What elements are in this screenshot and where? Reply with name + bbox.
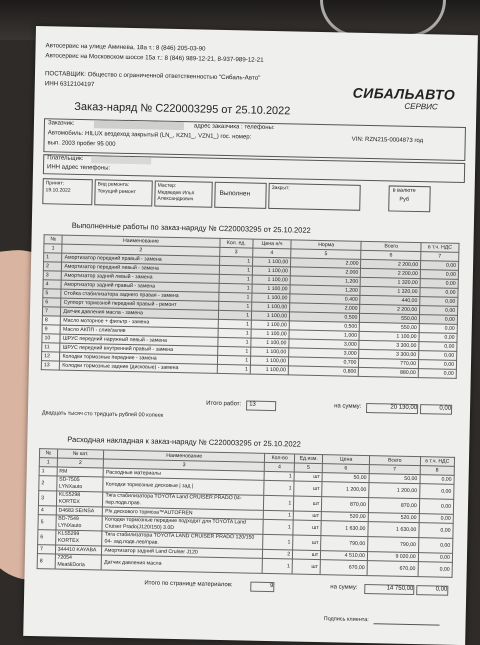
materials-sum-total: 14 750,00 <box>364 584 414 595</box>
works-cell: Масло моторное + фильтр - замена <box>61 316 218 328</box>
materials-cell: 1 <box>264 495 294 511</box>
works-cell: 770,00 <box>359 358 419 368</box>
closed-label: Закрыт: <box>271 184 290 192</box>
works-cell: 0,700 <box>288 357 359 367</box>
works-colnum: 6 <box>361 250 421 260</box>
works-cell: 10 <box>42 334 61 343</box>
works-cell: 1 <box>217 346 251 356</box>
materials-cell: 72054 Meat&Doria <box>55 554 102 570</box>
works-sum-vat: 0,00 <box>420 404 452 415</box>
materials-colnum: 5 <box>294 463 322 473</box>
works-cell: 3 300,00 <box>359 340 419 350</box>
materials-cell: Тяга стабилизатора TOYOTA Land CRUISER PRADO 04- пер.подв.прав. <box>103 492 264 510</box>
materials-cell: 9 020,00 <box>367 552 418 562</box>
works-colnum: 5 <box>291 249 362 259</box>
materials-cell: 1 200,00 <box>322 482 369 498</box>
materials-cell: 8 <box>37 554 55 569</box>
works-cell: 1 100,00 <box>251 338 289 348</box>
works-cell: 1 100,00 <box>251 347 289 357</box>
works-cell: 1 100,00 <box>253 257 291 267</box>
works-cell: Стойка стабилизатора заднего правая - замена <box>61 289 218 301</box>
works-cell: 1 <box>217 355 251 365</box>
materials-col-qty: Кол-во <box>265 453 295 463</box>
order-title: Заказ-наряд № С220003295 от 25.10.2022 <box>74 100 291 118</box>
works-cell: 12 <box>41 352 60 361</box>
accepted-label: Принят: <box>45 180 65 187</box>
materials-cell: 1 <box>264 471 294 481</box>
works-cell: 550,00 <box>360 313 420 323</box>
materials-cell: 50,00 <box>369 474 420 484</box>
materials-cell: 1 <box>39 467 57 476</box>
materials-cell: 344410 KAYABA <box>55 545 102 555</box>
header-address-2: Автосервис на Московском шоссе 15а т.: 8 (846) 989-12-21, 8-937-989-12-21 <box>45 52 264 64</box>
works-cell: 1 100,00 <box>252 284 290 294</box>
materials-cell: 790,00 <box>367 537 418 553</box>
materials-cell: шт <box>292 559 320 575</box>
works-cell: 2,000 <box>291 258 362 268</box>
currency-box <box>388 185 431 212</box>
materials-cell: SD-7505 LYNXauto <box>56 476 103 492</box>
works-cell: Колодки тормозные передние - замена <box>60 352 217 364</box>
materials-cell: шт <box>293 535 321 551</box>
materials-cell: 1 <box>264 480 294 496</box>
works-cell: 1 <box>217 337 251 347</box>
status-text: Выполнен <box>219 189 251 198</box>
works-table <box>41 234 460 379</box>
closed-box <box>268 183 361 211</box>
works-cell: 0,00 <box>420 270 458 280</box>
works-cell: Масло АКПП - слив/залив <box>60 325 217 337</box>
works-sum-total: 20 130,00 <box>366 403 418 414</box>
materials-cell: Колодки тормозные дисковые | зад | <box>103 477 264 495</box>
materials-colnum: 7 <box>369 465 420 475</box>
materials-cell: шт <box>293 520 321 536</box>
works-cell: 1 <box>219 265 253 275</box>
works-sum-label: на сумму: <box>334 403 362 410</box>
work-order-document <box>23 26 478 645</box>
currency: Руб <box>399 196 410 203</box>
works-cell: 1 <box>218 292 252 302</box>
materials-col-vat: в т.ч. НДС <box>420 457 454 467</box>
works-cell: Амортизатор передний левый - замена <box>62 262 219 274</box>
materials-cell: 0,00 <box>419 484 454 500</box>
works-cell: 550,00 <box>360 322 420 332</box>
works-cell: 0,00 <box>420 288 458 298</box>
works-cell: 1 <box>218 310 252 320</box>
works-cell: 1 <box>219 256 253 266</box>
materials-cell: 0,00 <box>419 523 454 539</box>
works-total-qty: 13 <box>246 400 276 411</box>
materials-cell: шт <box>293 511 321 521</box>
works-cell: 4 <box>43 280 62 289</box>
works-cell: 1 100,00 <box>251 320 289 330</box>
materials-cell: 1 200,00 <box>369 483 420 499</box>
materials-cell: 790,00 <box>321 536 368 552</box>
car-line: Автомобиль: HILUX вездеход закрытый (LN_, KZN1_, VZN1_) гос. номер: <box>47 130 252 141</box>
works-cell: 0,00 <box>421 261 459 271</box>
materials-cell: 2 <box>39 476 57 491</box>
materials-colnum: 1 <box>39 458 57 467</box>
payer-inn: ИНН адрес телефоны: <box>46 164 111 172</box>
works-cell: 0,00 <box>419 351 457 361</box>
materials-cell: шт <box>294 496 322 512</box>
works-cell: 0,00 <box>418 360 456 370</box>
works-cell: 1 100,00 <box>252 266 290 276</box>
redacted-payer <box>91 156 151 164</box>
accepted-box <box>42 178 93 205</box>
works-cell: Амортизатор задний левый - замена <box>62 271 219 283</box>
works-cell: 1 <box>219 274 253 284</box>
materials-cell: 0,00 <box>419 514 453 524</box>
works-col-num: № <box>44 235 63 244</box>
master-name: Медведев Илья Александрович <box>157 189 195 203</box>
works-cell: 1 <box>218 301 252 311</box>
materials-cell: 1 <box>263 534 293 550</box>
accepted-date: 19.10.2022 <box>45 187 71 194</box>
works-cell: 1 <box>44 253 63 262</box>
works-cell: 6 <box>43 298 62 307</box>
works-cell: 7 <box>42 307 61 316</box>
materials-cell: 1 630,00 <box>368 522 419 538</box>
materials-cell: Колодки тормозные передние подходят для TOYOTA Land Cruiser Prado(J120/150) 3.0D <box>102 516 263 534</box>
works-cell: 1 100,00 <box>251 329 289 339</box>
works-cell: 0,400 <box>290 294 361 304</box>
materials-colnum: 6 <box>322 464 369 474</box>
works-colnum: 3 <box>219 247 253 257</box>
materials-cell: 0,00 <box>418 538 453 554</box>
works-sum-words: Двадцать тысяч сто тридцать рублей 00 копеек <box>41 410 164 419</box>
company-logo: СИБАЛЬАВТО <box>352 84 456 103</box>
materials-sum-vat: 0,00 <box>416 585 448 596</box>
master-label: Мастер: <box>157 182 177 189</box>
works-cell: 0,00 <box>419 324 457 334</box>
vin: VIN: RZN215-0004873 год <box>351 136 424 145</box>
materials-title: Расходная накладная к заказ-наряду № С220003295 от 25.10.2022 <box>67 434 301 449</box>
master-box <box>154 181 213 208</box>
materials-total-qty: 9 <box>250 582 274 593</box>
works-cell: 1 320,00 <box>361 277 421 287</box>
works-cell: 1 100,00 <box>252 302 290 312</box>
works-cell: 5 <box>43 289 62 298</box>
works-cell: 1,200 <box>290 276 361 286</box>
works-colnum: 7 <box>421 252 459 262</box>
materials-cell: 520,00 <box>368 513 419 523</box>
materials-cell: RM <box>57 467 104 477</box>
works-cell: 0,500 <box>289 321 360 331</box>
customer-label: Заказчик: <box>47 120 75 127</box>
materials-cell: шт <box>293 550 321 560</box>
repair-type: Текущий ремонт <box>97 188 136 196</box>
works-cell: 2,000 <box>290 303 361 313</box>
works-cell: 3 <box>43 271 62 280</box>
signature-line <box>374 623 440 625</box>
repair-type-label: Вид ремонта: <box>97 181 130 188</box>
works-cell: 1,000 <box>289 330 360 340</box>
materials-cell: 4 <box>38 506 56 515</box>
currency-label: в валюте <box>392 187 416 194</box>
materials-cell: 870,00 <box>368 498 419 514</box>
works-cell: 1 320,00 <box>360 286 420 296</box>
works-total-label: Итого работ: <box>206 400 242 408</box>
materials-cell: 0,00 <box>419 499 454 515</box>
works-cell: 0,00 <box>419 315 457 325</box>
materials-col-total: Всего <box>369 456 420 466</box>
materials-cell: 1 <box>263 519 293 535</box>
materials-table <box>37 448 455 578</box>
works-cell: 3,000 <box>289 348 360 358</box>
materials-cell: 1 630,00 <box>321 521 368 537</box>
materials-cell: 670,00 <box>367 561 418 577</box>
materials-cell: 6 <box>38 530 56 545</box>
works-cell: 1 100,00 <box>251 311 289 321</box>
repair-type-box <box>94 179 153 206</box>
works-cell: 1 100,00 <box>252 293 290 303</box>
materials-cell: 4 510,00 <box>321 551 368 561</box>
works-colnum: 2 <box>62 244 219 256</box>
works-cell: Амортизатор задний правый - замена <box>61 280 218 292</box>
materials-colnum: 2 <box>57 458 104 468</box>
works-cell: 1 <box>218 328 252 338</box>
works-cell: 3 300,00 <box>359 349 419 359</box>
materials-colnum: 8 <box>420 466 454 476</box>
works-cell: 0,500 <box>289 312 360 322</box>
works-title: Выполненные работы по заказ-наряду № С220003295 от 25.10.2022 <box>71 220 311 235</box>
header-provider: ПОСТАВЩИК: Общество с ограниченной ответственностью "Сибаль-Авто" <box>44 70 261 82</box>
materials-cell: 7 <box>37 545 55 554</box>
works-cell: Суппорт тормозной передний правый - ремонт <box>61 298 218 310</box>
works-cell: 3,000 <box>289 339 360 349</box>
works-col-vat: в т.ч. НДС <box>421 243 459 253</box>
materials-cell: шт <box>294 472 322 482</box>
materials-cell: 0,00 <box>418 562 453 578</box>
materials-col-num: № <box>39 449 57 458</box>
materials-cell: KLS5298 KORTEX <box>56 491 103 507</box>
works-cell: 0,00 <box>419 333 457 343</box>
materials-cell: 50,00 <box>322 473 369 483</box>
works-cell: 1,200 <box>290 285 361 295</box>
materials-col-price: Цена <box>323 455 370 465</box>
materials-cell: BD-7549 LYNXauto <box>56 515 103 531</box>
materials-cell: Амортизатор задний Land Cruiser J120 <box>102 546 263 558</box>
company-logo-sub: СЕРВИС <box>404 101 438 112</box>
works-cell: 13 <box>41 361 60 370</box>
year-mileage: вып. 2003 пробег 95 000 <box>47 140 116 148</box>
works-col-price: Цена н/ч <box>253 239 291 249</box>
works-cell: 8 <box>42 316 61 325</box>
materials-cell: 0,00 <box>420 475 454 485</box>
works-cell: 0,00 <box>419 342 457 352</box>
materials-col-unit: Ед.изм. <box>295 454 323 464</box>
materials-cell: 1 <box>263 510 293 520</box>
works-cell: 2 200,00 <box>360 304 420 314</box>
materials-cell: 1 <box>262 558 292 574</box>
works-cell: 2,000 <box>290 267 361 277</box>
signature-label: Подпись клиента: <box>323 616 369 624</box>
works-cell: 1 100,00 <box>252 275 290 285</box>
materials-colnum: 3 <box>104 459 265 471</box>
works-cell: 1 100,00 <box>359 331 419 341</box>
materials-cell: 0,00 <box>418 553 452 563</box>
materials-col-cat: № кат. <box>57 449 104 459</box>
materials-cell: 520,00 <box>321 512 368 522</box>
materials-cell: D4683 SEINSA <box>56 506 103 516</box>
works-cell: Датчик давления масла - замена <box>61 307 218 319</box>
works-cell: 2 200,00 <box>361 259 421 269</box>
works-cell: 0,800 <box>288 366 359 376</box>
status-box <box>214 182 267 209</box>
works-colnum: 1 <box>44 244 63 253</box>
works-col-norm: Норма <box>291 240 362 250</box>
works-col-qty: Кол. ед. <box>219 238 253 248</box>
materials-total-label: Итого по странице материалов: <box>144 580 233 589</box>
works-col-name: Наименование <box>62 235 219 247</box>
header-inn: ИНН 6312104197 <box>44 80 95 89</box>
materials-cell: шт <box>294 481 322 497</box>
materials-cell: 5 <box>38 515 56 530</box>
works-cell: Колодки тормозные задние (дисковые) - замена <box>60 361 217 373</box>
payer-label: Плательщик: <box>47 155 84 163</box>
header-address-1: Автосервис на улице Аминева, 18а т.: 8 (846) 205-03-90 <box>45 42 206 53</box>
materials-cell: Р/к дискового тормоза™AUTOFREN <box>103 507 264 519</box>
materials-cell: 870,00 <box>322 497 369 513</box>
materials-cell: Тяга стабилизатора TOYOTA LAND CRUISER PRADO 120/150 04- зад.подв.лев/прав. <box>102 531 263 549</box>
works-cell: 0,00 <box>420 279 458 289</box>
works-cell: 1 <box>218 319 252 329</box>
works-cell: Амортизатор передний правый - замена <box>62 253 219 265</box>
works-cell: 0,00 <box>418 369 456 379</box>
materials-cell: KLS5299 KORTEX <box>55 530 102 546</box>
customer-address: адрес заказчика : телефоны: <box>193 123 275 132</box>
works-cell: 2 <box>43 262 62 271</box>
materials-sum-label: на сумму: <box>330 584 358 591</box>
materials-cell: 670,00 <box>320 560 367 576</box>
materials-cell: Расходные материалы <box>103 468 264 480</box>
works-cell: ШРУС передний наружный левый - замена <box>60 334 217 346</box>
works-cell: 2 200,00 <box>361 268 421 278</box>
works-cell: 1 100,00 <box>250 365 288 375</box>
works-cell: 1 100,00 <box>251 356 289 366</box>
materials-cell: 3 <box>38 491 56 506</box>
works-cell: 0,00 <box>420 297 458 307</box>
materials-cell: Датчик давления масла <box>101 555 262 573</box>
works-cell: 9 <box>42 325 61 334</box>
works-cell: 880,00 <box>359 367 419 377</box>
works-cell: 440,00 <box>360 295 420 305</box>
works-col-total: Всего <box>361 241 421 251</box>
works-cell: 1 <box>218 283 252 293</box>
works-colnum: 4 <box>253 248 291 258</box>
works-cell: 1 <box>217 364 251 374</box>
works-cell: 0,00 <box>420 306 458 316</box>
works-cell: ШРУС передний внутренний правый - замена <box>60 343 217 355</box>
materials-cell: 2 <box>263 549 293 559</box>
works-cell: 11 <box>42 343 61 352</box>
materials-col-name: Наименование <box>104 450 265 462</box>
materials-colnum: 4 <box>264 462 294 472</box>
